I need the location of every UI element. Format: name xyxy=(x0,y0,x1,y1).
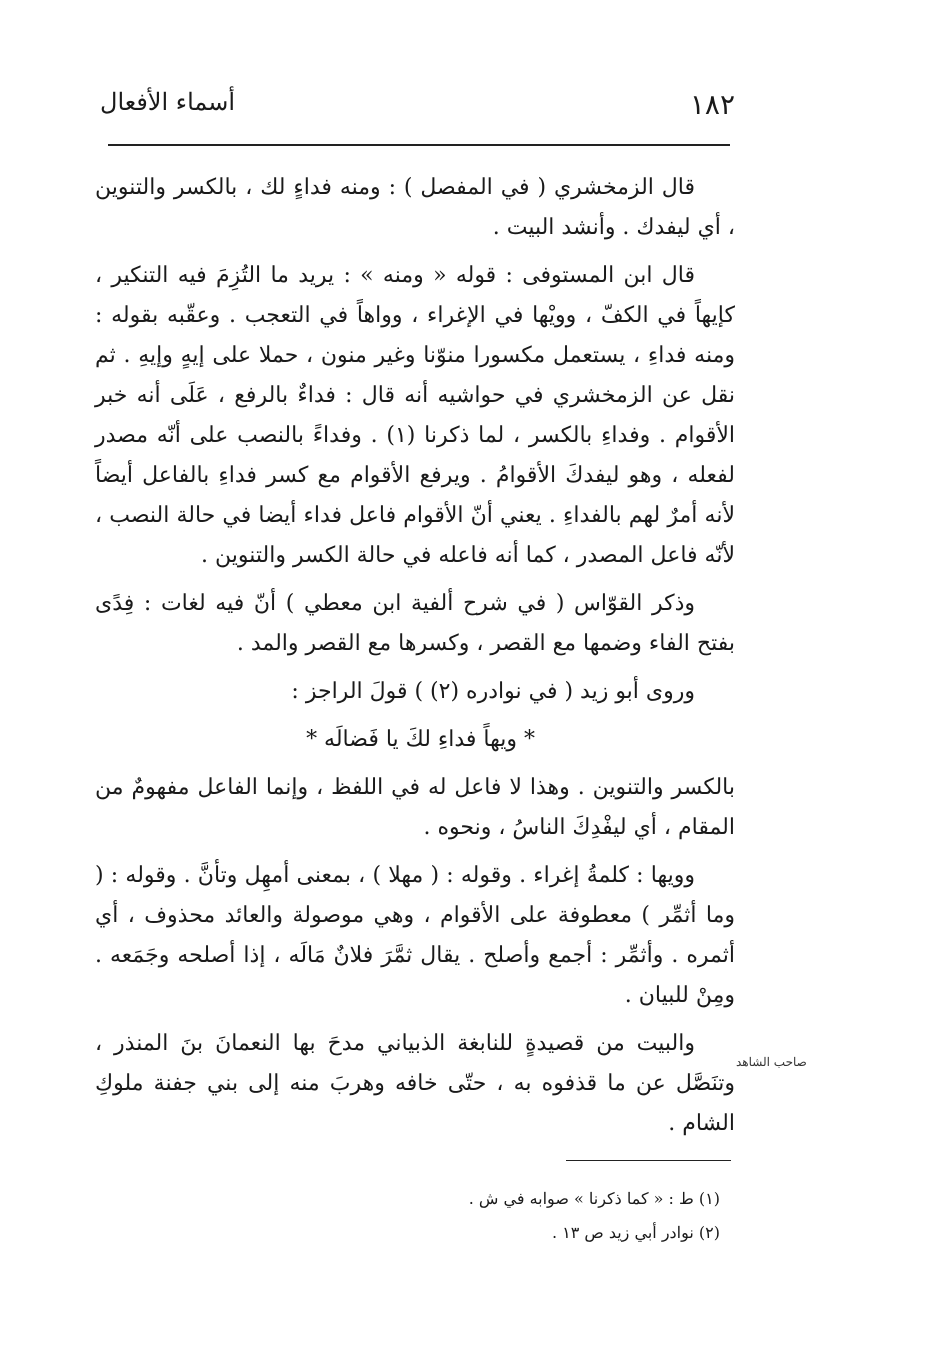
verse-line: * ويهاً فداءِ لكَ يا فَضالَه * xyxy=(306,727,535,752)
paragraph: وذكر القوّاس ( في شرح ألفية ابن معطي ) أنّ فيه لغات : فِدًى بفتح الفاء وضمها مع القصر ، وكسرها مع القصر والمد . xyxy=(95,591,735,656)
header-rule xyxy=(108,144,730,146)
paragraph: والبيت من قصيدةٍ للنابغة الذبياني مدحَ بها النعمانَ بنَ المنذر ، وتنَصَّل عن ما قذفوه به ، حتّى خافه وهربَ منه إلى بني جفنة ملوكِ الشام . xyxy=(95,1031,735,1136)
footnote: (٢) نوادر أبي زيد ص ١٣ . xyxy=(551,1223,720,1242)
margin-note: صاحب الشاهد xyxy=(736,1055,807,1069)
page-number: ١٨٢ xyxy=(689,88,735,121)
footnote-rule xyxy=(566,1160,731,1161)
paragraph: قال ابن المستوفى : قوله « ومنه » : يريد ما التُزِمَ فيه التنكير ، كإيهاً في الكفّ ، وويْها في الإغراء ، وواهاً في التعجب . وعقّبه بقوله : ومنه فداءِ ، يستعمل مكسورا منوّنا وغير منون ، حملا على إيهٍ وإيهِ . ثم نقل عن الزمخشري في حواشيه أنه قال : فداءٌ بالرفع ، عَلَى أنه خبر الأقوام . وفداءِ بالكسر ، لما ذكرنا (١) . وفداءً بالنصب على أنّه مصدر لفعله ، وهو ليفدكَ الأقوامُ . ويرفع الأقوام مع كسر فداءِ بالفاعل أيضاً لأنه أمرٌ لهم بالفداءِ . يعني أنّ الأقوام فاعل فداء أيضا في حالة النصب ، لأنّه فاعل المصدر ، كما أنه فاعله في حالة الكسر والتنوين . xyxy=(95,263,736,568)
main-text xyxy=(95,168,735,1152)
page-header xyxy=(100,88,735,128)
paragraph: بالكسر والتنوين . وهذا لا فاعل له في اللفظ ، وإنما الفاعل مفهومٌ من المقام ، أي ليفْدِكَ الناسُ ، ونحوه . xyxy=(95,775,735,840)
footnote: (١) ط : « كما ذكرنا » صوابه في ش . xyxy=(468,1189,720,1208)
running-title: أسماء الأفعال xyxy=(100,88,236,116)
paragraph: قال الزمخشري ( في المفصل ) : ومنه فداءٍ لك ، بالكسر والتنوين ، أي ليفدك . وأنشد البيت . xyxy=(95,175,735,240)
paragraph: وويها : كلمةُ إغراء . وقوله : ( مهلا ) ، بمعنى أمهِل وتأنَّ . وقوله : ( وما أثمِّر ) معطوفة على الأقوام ، وهي موصولة والعائد محذوف ، أي أثمره . وأثمِّر : أجمع وأصلح . يقال ثمَّرَ فلانٌ مَالَه ، إذا أصلحه وجَمَعه . ومِنْ للبيان . xyxy=(95,863,735,1008)
footnotes xyxy=(300,1182,720,1250)
paragraph: وروى أبو زيد ( في نوادره (٢) ) قولَ الراجز : xyxy=(291,679,695,704)
